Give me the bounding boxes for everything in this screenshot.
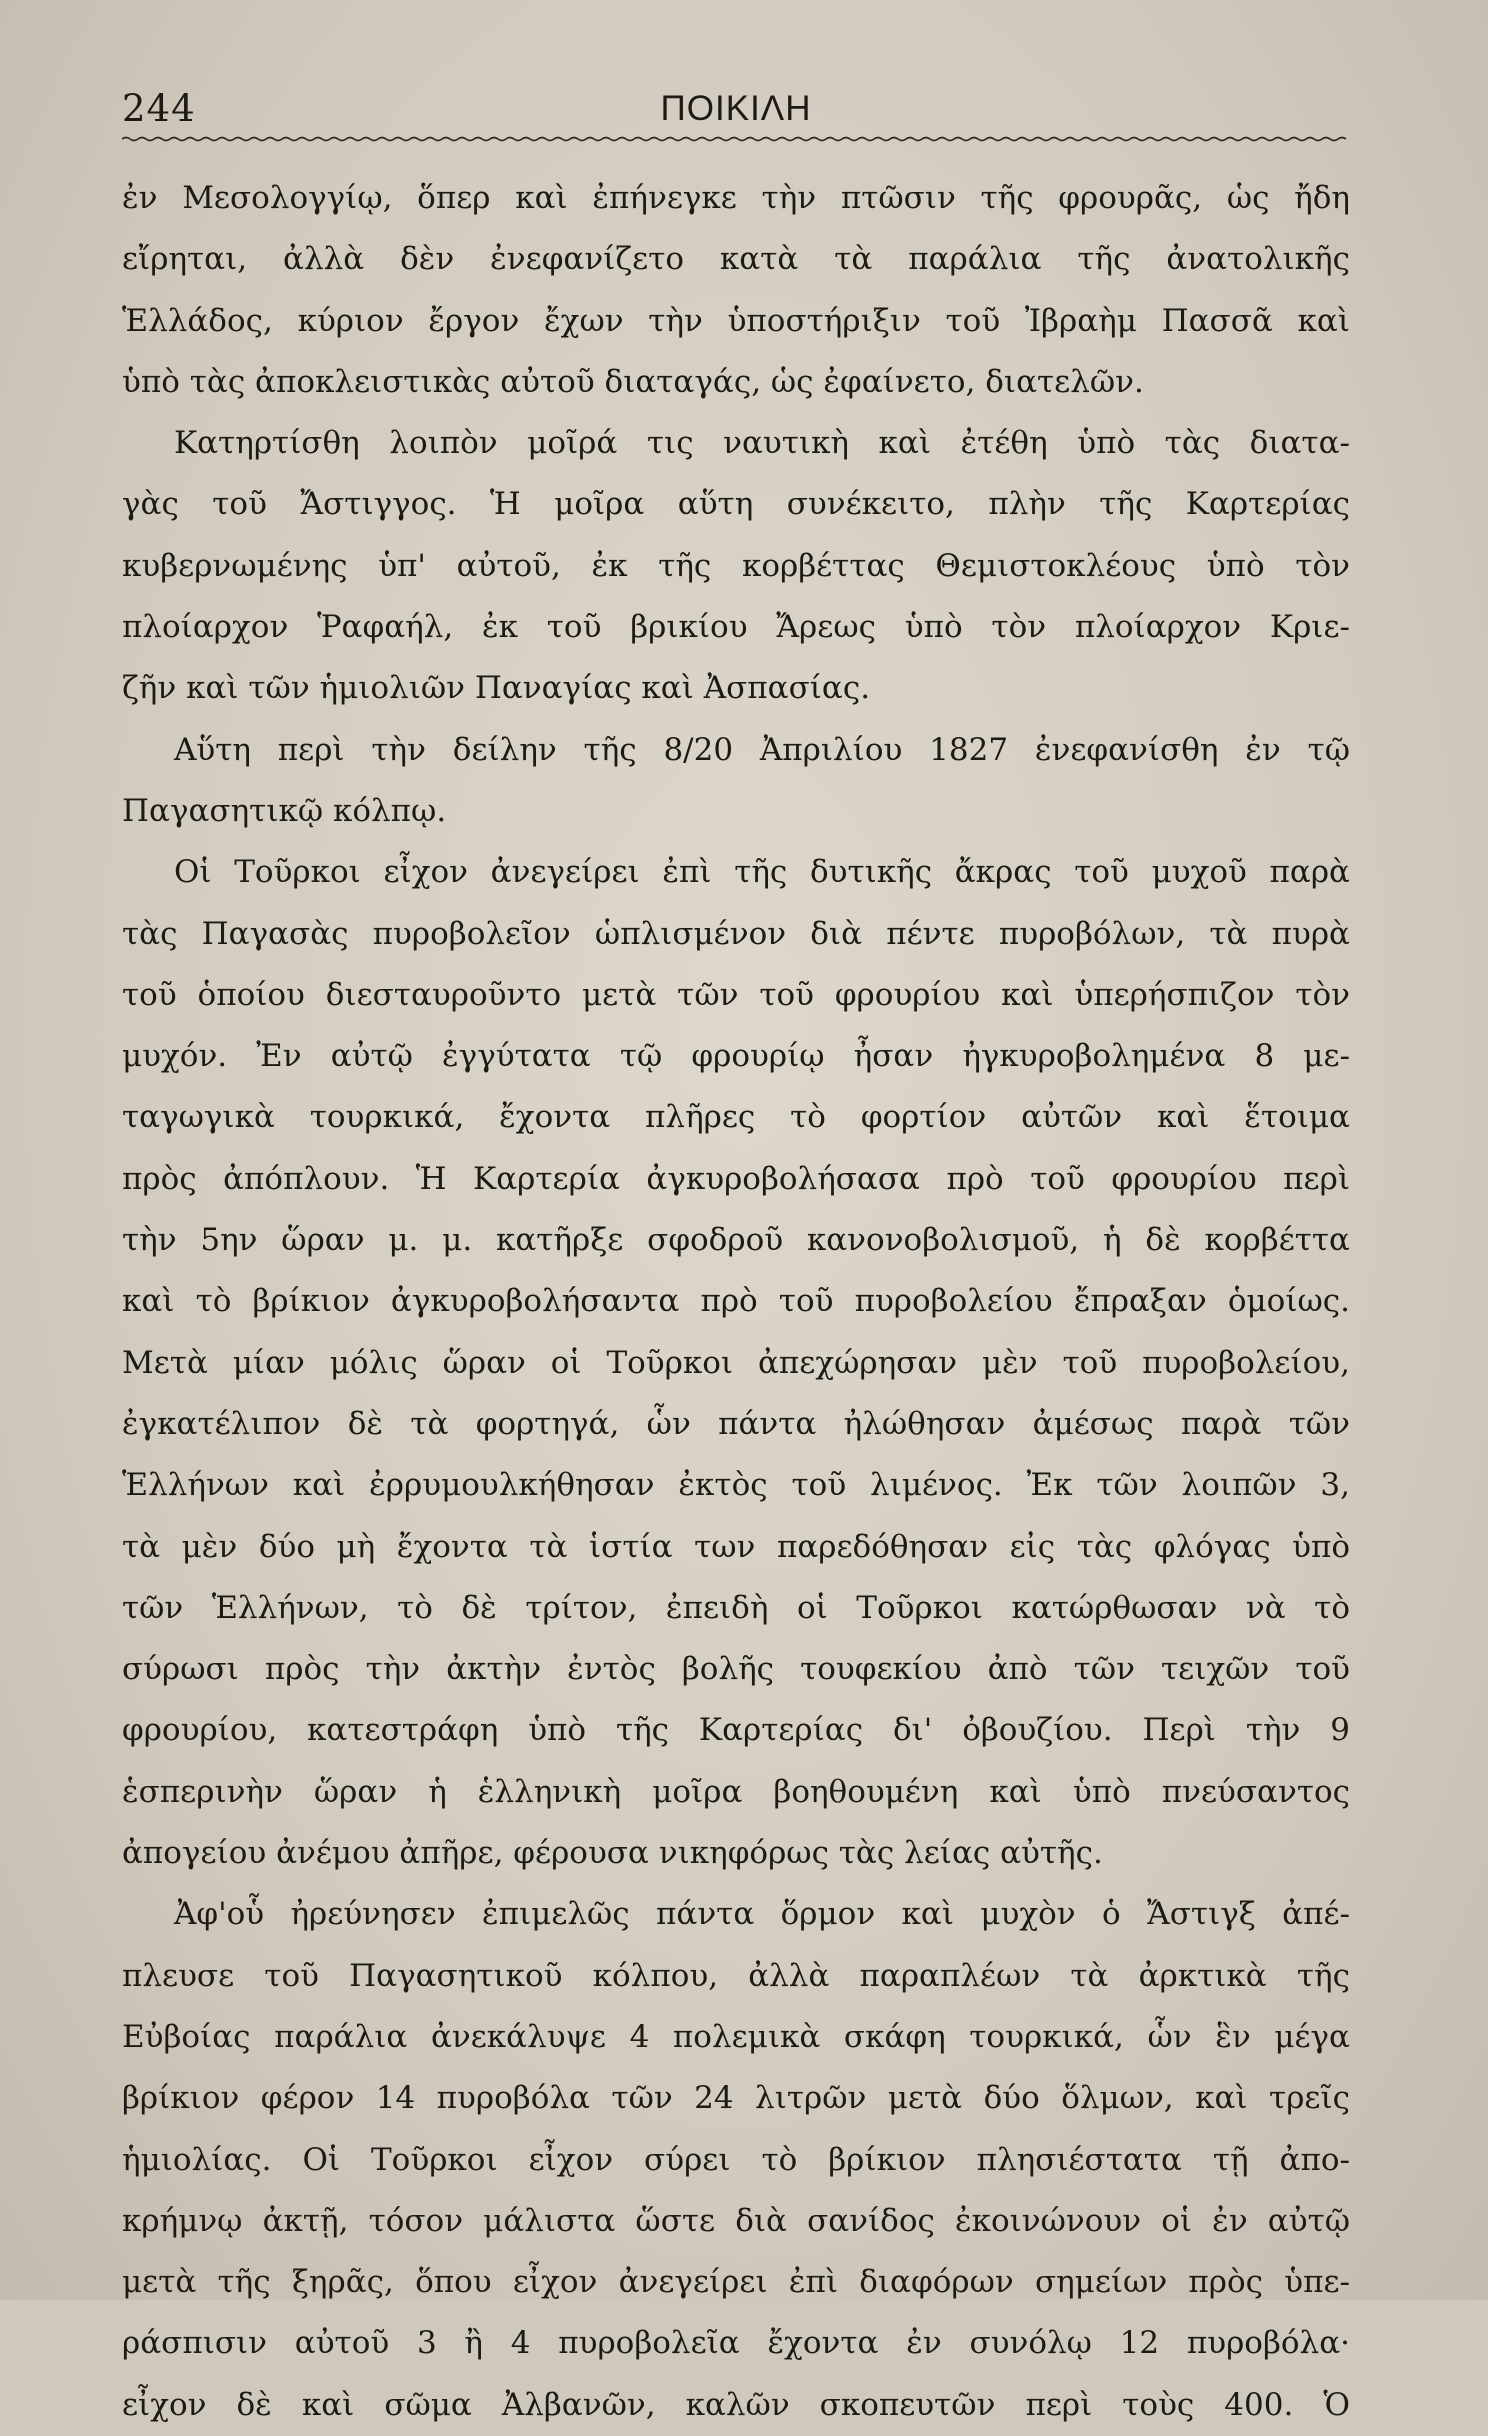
text-line xyxy=(122,1946,1350,2007)
text-line-content: πλοίαρχον Ῥαφαήλ, ἐκ τοῦ βρικίου Ἄρεως ὑπὸ τὸν πλοίαρχον Κριε- xyxy=(122,609,1350,646)
text-line-content: εἶχον δὲ καὶ σῶμα Ἀλβανῶν, καλῶν σκοπευτῶν περὶ τοὺς 400. Ὁ xyxy=(122,2386,1350,2423)
text-line xyxy=(122,1884,1350,1945)
text-line xyxy=(122,720,1350,781)
text-line xyxy=(122,1210,1350,1271)
text-line xyxy=(122,658,1350,719)
text-line xyxy=(122,904,1350,965)
text-line xyxy=(122,1455,1350,1516)
text-line xyxy=(122,1700,1350,1761)
text-line-content: ἐν Μεσολογγίῳ, ὅπερ καὶ ἐπήνεγκε τὴν πτῶσιν τῆς φρουρᾶς, ὡς ἤδη xyxy=(122,180,1350,216)
text-line-content: Εὐβοίας παράλια ἀνεκάλυψε 4 πολεμικὰ σκάφη τουρκικά, ὧν ἓν μέγα xyxy=(122,2018,1350,2055)
body-text xyxy=(122,168,1350,2436)
text-line-content: τὰ μὲν δύο μὴ ἔχοντα τὰ ἱστία των παρεδόθησαν εἰς τὰς φλόγας ὑπὸ xyxy=(122,1528,1350,1565)
text-line-content: τὰς Παγασὰς πυροβολεῖον ὡπλισμένον διὰ πέντε πυροβόλων, τὰ πυρὰ xyxy=(122,915,1350,952)
text-line-content: ἀπογείου ἀνέμου ἀπῆρε, φέρουσα νικηφόρως τὰς λείας αὐτῆς. xyxy=(122,1835,1103,1872)
running-title: ΠΟΙΚΙΛΗ xyxy=(660,89,812,128)
text-line xyxy=(122,2375,1350,2436)
text-line-content: καὶ τὸ βρίκιον ἀγκυροβολήσαντα πρὸ τοῦ πυροβολείου ἔπραξαν ὁμοίως. xyxy=(122,1283,1350,1320)
text-line xyxy=(122,2068,1350,2129)
text-line-content: ταγωγικὰ τουρκικά, ἔχοντα πλῆρες τὸ φορτίον αὐτῶν καὶ ἕτοιμα xyxy=(122,1099,1350,1136)
text-line-content: μυχόν. Ἐν αὐτῷ ἐγγύτατα τῷ φρουρίῳ ἦσαν ἠγκυροβολημένα 8 με- xyxy=(122,1038,1350,1075)
text-line-content: ράσπισιν αὐτοῦ 3 ἢ 4 πυροβολεῖα ἔχοντα ἐν συνόλῳ 12 πυροβόλα· xyxy=(122,2325,1350,2362)
text-line xyxy=(122,1762,1350,1823)
text-line xyxy=(122,781,1350,842)
text-line-content: τοῦ ὁποίου διεσταυροῦντο μετὰ τῶν τοῦ φρουρίου καὶ ὑπερήσπιζον τὸν xyxy=(122,976,1350,1013)
text-line-content: φρουρίου, κατεστράφη ὑπὸ τῆς Καρτερίας δι' ὀβουζίου. Περὶ τὴν 9 xyxy=(122,1712,1350,1749)
page-header xyxy=(122,84,1350,134)
text-line xyxy=(122,1578,1350,1639)
text-line-content: βρίκιον φέρον 14 πυροβόλα τῶν 24 λιτρῶν μετὰ δύο ὅλμων, καὶ τρεῖς xyxy=(122,2080,1350,2117)
text-line-content: Κατηρτίσθη λοιπὸν μοῖρά τις ναυτικὴ καὶ ἐτέθη ὑπὸ τὰς διατα- xyxy=(174,425,1350,462)
text-line xyxy=(122,1087,1350,1148)
text-line-content: τὴν 5ην ὥραν μ. μ. κατῆρξε σφοδροῦ κανονοβολισμοῦ, ἡ δὲ κορβέττα xyxy=(122,1222,1350,1259)
text-line-content: ἡμιολίας. Οἱ Τοῦρκοι εἶχον σύρει τὸ βρίκιον πλησιέστατα τῇ ἀπο- xyxy=(122,2141,1350,2178)
text-line xyxy=(122,1333,1350,1394)
text-line xyxy=(122,965,1350,1026)
text-line-content: ὑπὸ τὰς ἀποκλειστικὰς αὐτοῦ διαταγάς, ὡς ἐφαίνετο, διατελῶν. xyxy=(122,363,1144,400)
text-line xyxy=(122,1271,1350,1332)
text-line xyxy=(122,474,1350,535)
page-number: 244 xyxy=(122,87,196,130)
text-line xyxy=(122,2252,1350,2313)
text-line-content: κρήμνῳ ἀκτῇ, τόσον μάλιστα ὥστε διὰ σανίδος ἐκοινώνουν οἱ ἐν αὐτῷ xyxy=(122,2202,1350,2239)
text-line-content: ἐγκατέλιπον δὲ τὰ φορτηγά, ὧν πάντα ἠλώθησαν ἀμέσως παρὰ τῶν xyxy=(122,1405,1350,1442)
wavy-rule-line xyxy=(122,138,1346,141)
text-line xyxy=(122,2191,1350,2252)
text-line-content: Οἱ Τοῦρκοι εἶχον ἀνεγείρει ἐπὶ τῆς δυτικῆς ἄκρας τοῦ μυχοῦ παρὰ xyxy=(174,854,1350,891)
text-line xyxy=(122,2130,1350,2191)
text-line-content: πρὸς ἀπόπλουν. Ἡ Καρτερία ἀγκυροβολήσασα πρὸ τοῦ φρουρίου περὶ xyxy=(122,1160,1350,1197)
text-line xyxy=(122,1394,1350,1455)
text-line-content: Αὕτη περὶ τὴν δείλην τῆς 8/20 Ἀπριλίου 1827 ἐνεφανίσθη ἐν τῷ xyxy=(174,731,1350,768)
text-line-content: σύρωσι πρὸς τὴν ἀκτὴν ἐντὸς βολῆς τουφεκίου ἀπὸ τῶν τειχῶν τοῦ xyxy=(122,1651,1350,1688)
text-line xyxy=(122,2007,1350,2068)
text-line-content: Μετὰ μίαν μόλις ὥραν οἱ Τοῦρκοι ἀπεχώρησαν μὲν τοῦ πυροβολείου, xyxy=(122,1344,1350,1381)
text-line-content: μετὰ τῆς ξηρᾶς, ὅπου εἶχον ἀνεγείρει ἐπὶ διαφόρων σημείων πρὸς ὑπε- xyxy=(122,2264,1350,2301)
text-line xyxy=(122,536,1350,597)
header-rule xyxy=(122,136,1350,142)
text-line xyxy=(122,2313,1350,2374)
text-line xyxy=(122,352,1350,413)
text-line xyxy=(122,1639,1350,1700)
text-line-content: εἴρηται, ἀλλὰ δὲν ἐνεφανίζετο κατὰ τὰ παράλια τῆς ἀνατολικῆς xyxy=(122,241,1350,278)
text-line xyxy=(122,229,1350,290)
text-line xyxy=(122,1517,1350,1578)
text-line-content: τῶν Ἑλλήνων, τὸ δὲ τρίτον, ἐπειδὴ οἱ Τοῦρκοι κατώρθωσαν νὰ τὸ xyxy=(122,1589,1350,1626)
text-line-content: Ἑλλήνων καὶ ἐρρυμουλκήθησαν ἐκτὸς τοῦ λιμένος. Ἐκ τῶν λοιπῶν 3, xyxy=(122,1467,1350,1504)
text-line xyxy=(122,168,1350,229)
text-line xyxy=(122,1149,1350,1210)
text-line-content: πλευσε τοῦ Παγασητικοῦ κόλπου, ἀλλὰ παραπλέων τὰ ἀρκτικὰ τῆς xyxy=(122,1957,1350,1994)
text-line-content: ἑσπερινὴν ὥραν ἡ ἑλληνικὴ μοῖρα βοηθουμένη καὶ ὑπὸ πνεύσαντος xyxy=(122,1773,1350,1810)
text-line xyxy=(122,413,1350,474)
text-line-content: Παγασητικῷ κόλπῳ. xyxy=(122,792,447,829)
text-line xyxy=(122,291,1350,352)
text-line-content: Ἀφ'οὗ ἠρεύνησεν ἐπιμελῶς πάντα ὅρμον καὶ μυχὸν ὁ Ἄστιγξ ἀπέ- xyxy=(174,1896,1350,1933)
text-line xyxy=(122,1823,1350,1884)
text-line-content: Ἑλλάδος, κύριον ἔργον ἔχων τὴν ὑποστήριξιν τοῦ Ἰβραὴμ Πασσᾶ καὶ xyxy=(122,302,1350,339)
text-line xyxy=(122,1026,1350,1087)
text-line-content: γὰς τοῦ Ἄστιγγος. Ἡ μοῖρα αὕτη συνέκειτο, πλὴν τῆς Καρτερίας xyxy=(122,486,1350,523)
text-line xyxy=(122,597,1350,658)
text-line-content: κυβερνωμένης ὑπ' αὐτοῦ, ἐκ τῆς κορβέττας Θεμιστοκλέους ὑπὸ τὸν xyxy=(122,547,1350,584)
text-line-content: ζῆν καὶ τῶν ἡμιολιῶν Παναγίας καὶ Ἀσπασίας. xyxy=(122,670,871,707)
text-line xyxy=(122,842,1350,903)
